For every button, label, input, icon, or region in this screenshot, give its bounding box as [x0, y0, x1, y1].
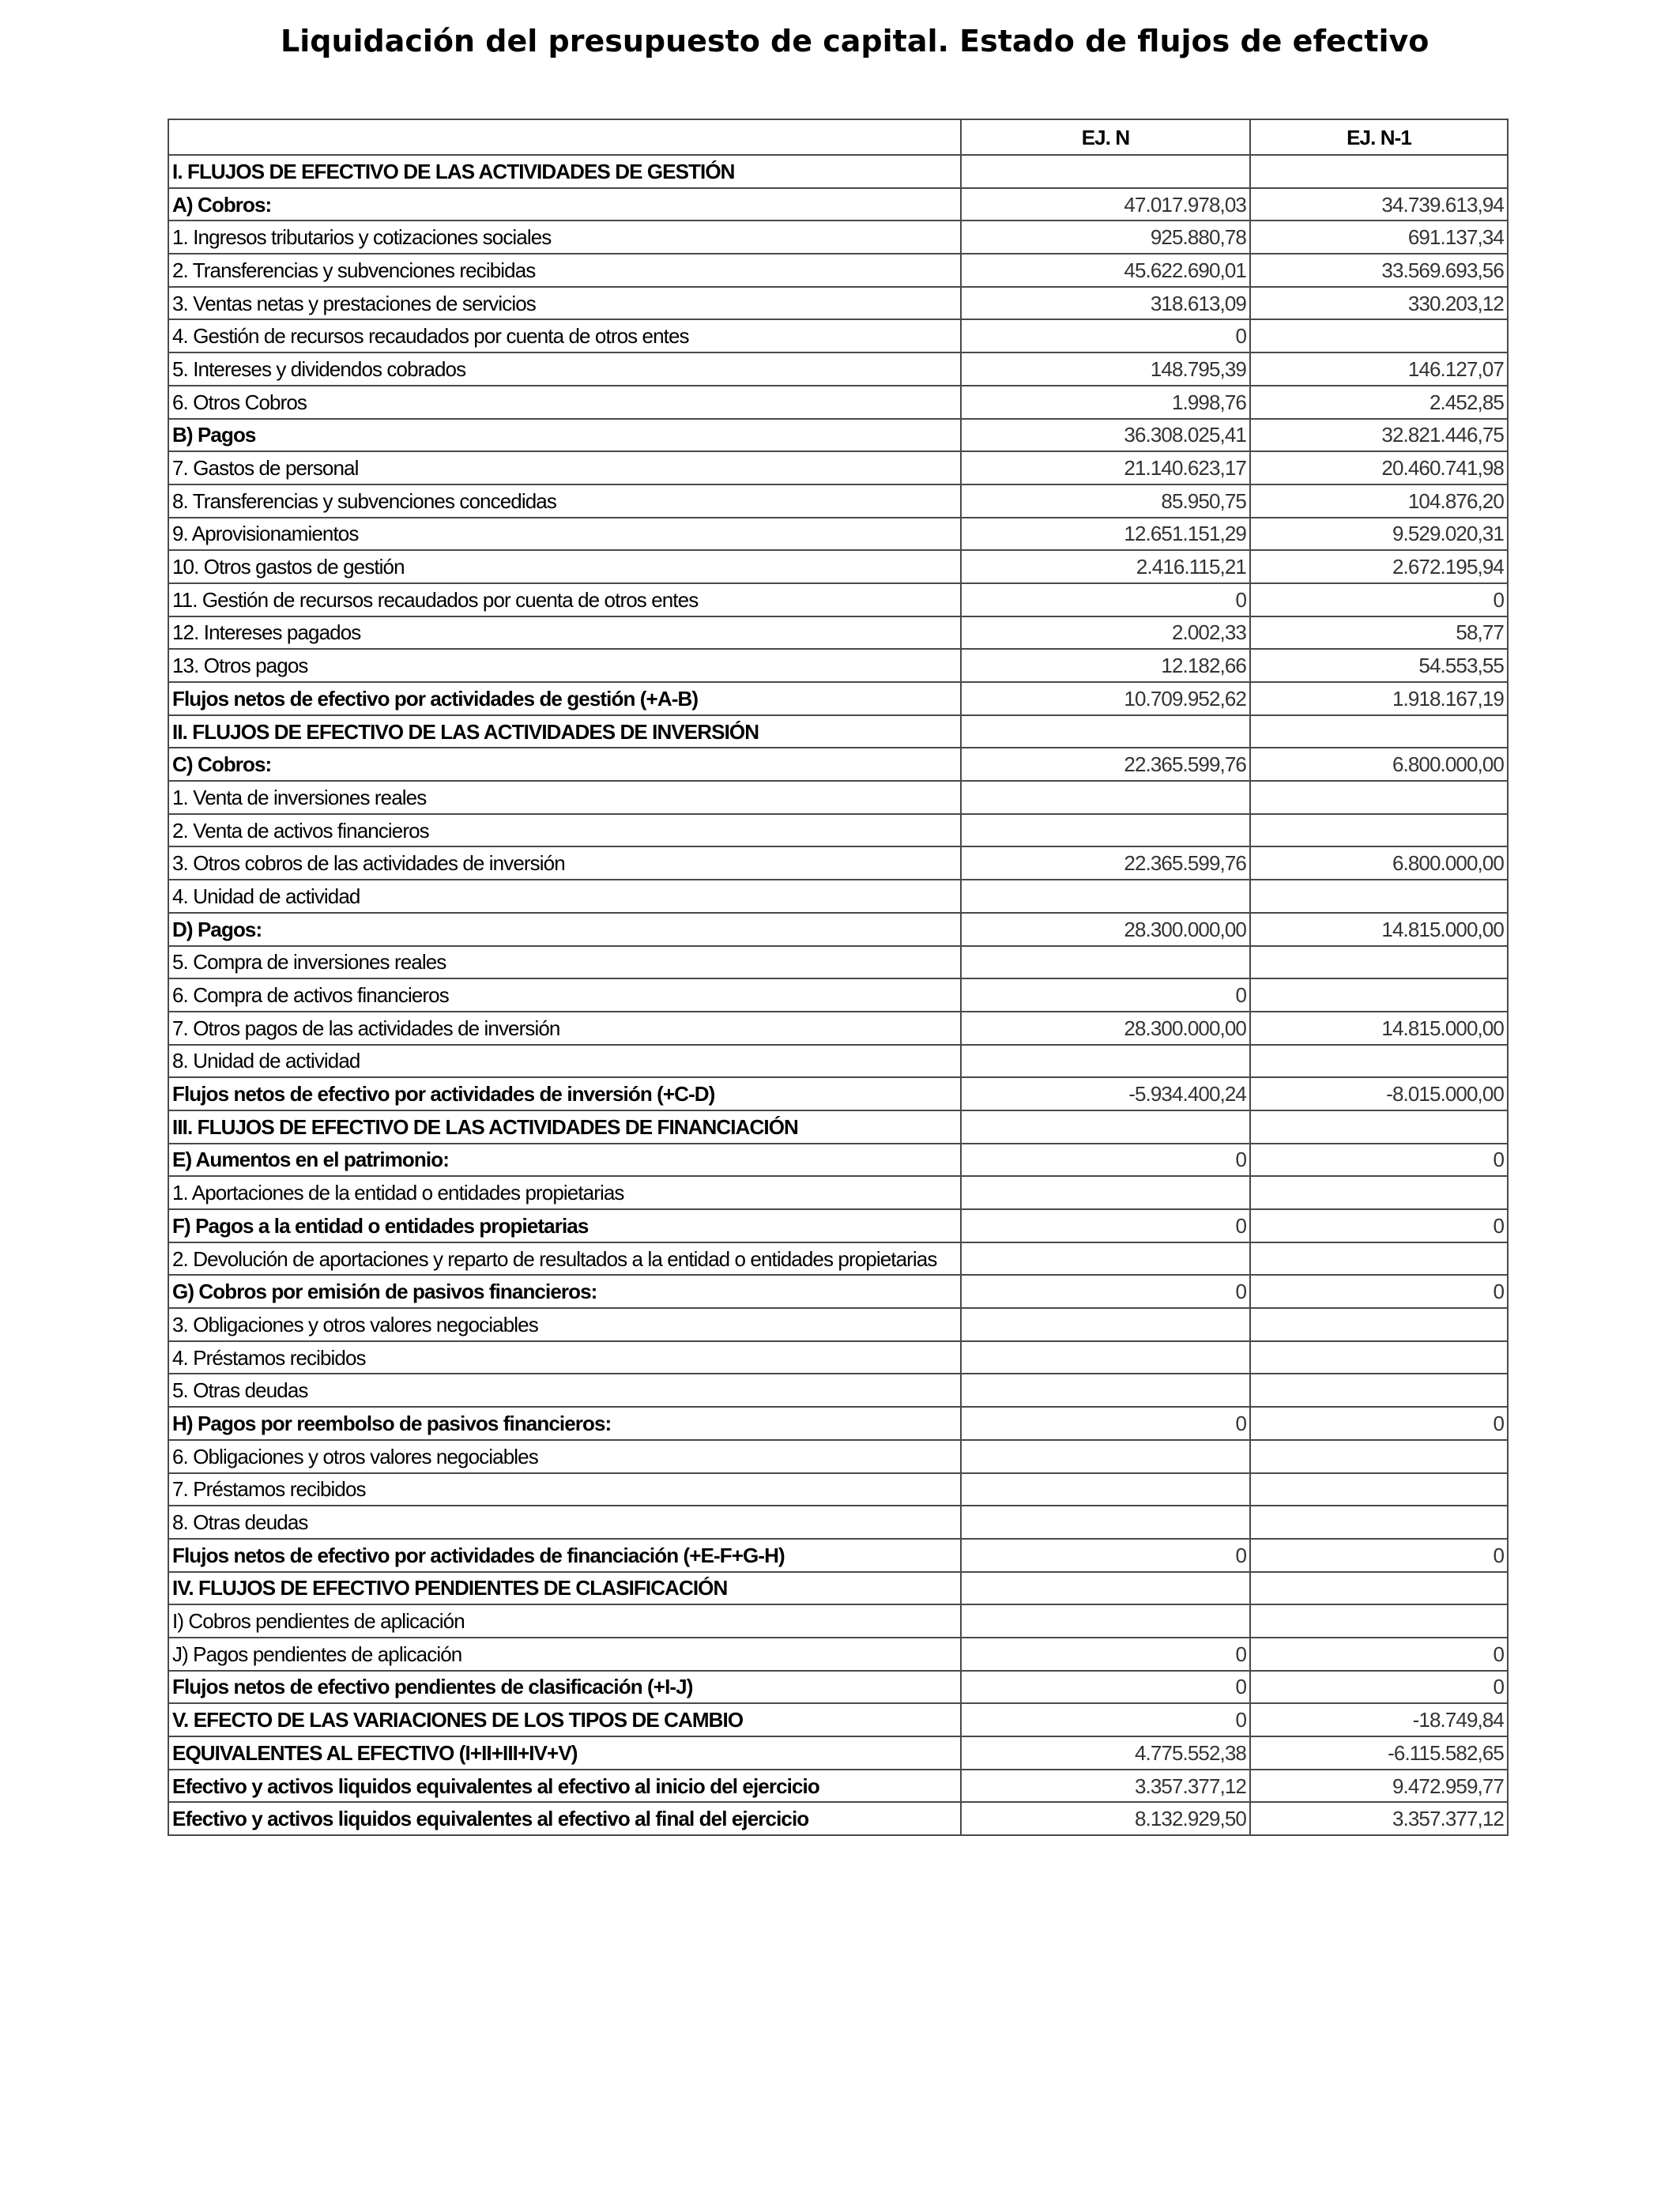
value-ej-n: 148.795,39	[961, 352, 1250, 386]
row-label: 6. Compra de activos financieros	[168, 978, 961, 1012]
table-row	[168, 1012, 1508, 1045]
row-label: D) Pagos:	[168, 913, 961, 946]
row-label: A) Cobros:	[168, 188, 961, 221]
table-row	[168, 1374, 1508, 1407]
value-ej-n-1	[1250, 1506, 1508, 1539]
row-label: 3. Otros cobros de las actividades de inversión	[168, 846, 961, 880]
value-ej-n-1: 9.472.959,77	[1250, 1770, 1508, 1803]
value-ej-n-1: 33.569.693,56	[1250, 254, 1508, 287]
row-label: 1. Ingresos tributarios y cotizaciones sociales	[168, 221, 961, 254]
table-row	[168, 287, 1508, 320]
value-ej-n-1	[1250, 1045, 1508, 1078]
table-row	[168, 1638, 1508, 1671]
row-label: II. FLUJOS DE EFECTIVO DE LAS ACTIVIDADES DE INVERSIÓN	[168, 715, 961, 748]
value-ej-n-1: 0	[1250, 583, 1508, 616]
column-header-ej-n-1: EJ. N-1	[1250, 119, 1508, 155]
value-ej-n-1	[1250, 1572, 1508, 1605]
value-ej-n-1: 3.357.377,12	[1250, 1802, 1508, 1835]
value-ej-n-1	[1250, 814, 1508, 847]
table-row	[168, 1144, 1508, 1177]
value-ej-n	[961, 946, 1250, 979]
value-ej-n-1: 14.815.000,00	[1250, 913, 1508, 946]
value-ej-n-1	[1250, 1473, 1508, 1506]
value-ej-n: 0	[961, 1407, 1250, 1440]
value-ej-n: 1.998,76	[961, 386, 1250, 419]
value-ej-n: 0	[961, 1144, 1250, 1177]
value-ej-n: 36.308.025,41	[961, 419, 1250, 452]
row-label: 3. Obligaciones y otros valores negociables	[168, 1308, 961, 1341]
value-ej-n: 8.132.929,50	[961, 1802, 1250, 1835]
value-ej-n-1: 0	[1250, 1209, 1508, 1242]
row-label: I. FLUJOS DE EFECTIVO DE LAS ACTIVIDADES DE GESTIÓN	[168, 155, 961, 188]
value-ej-n-1: 14.815.000,00	[1250, 1012, 1508, 1045]
value-ej-n: 12.182,66	[961, 649, 1250, 682]
row-label: 5. Compra de inversiones reales	[168, 946, 961, 979]
row-label: 8. Transferencias y subvenciones concedidas	[168, 484, 961, 518]
table-row	[168, 682, 1508, 715]
page-title: Liquidación del presupuesto de capital. Estado de flujos de efectivo	[281, 24, 1430, 58]
value-ej-n-1: 691.137,34	[1250, 221, 1508, 254]
table-row	[168, 748, 1508, 781]
table-row	[168, 946, 1508, 979]
value-ej-n-1: 330.203,12	[1250, 287, 1508, 320]
value-ej-n-1	[1250, 319, 1508, 352]
table-row	[168, 1407, 1508, 1440]
value-ej-n: 22.365.599,76	[961, 748, 1250, 781]
row-label: V. EFECTO DE LAS VARIACIONES DE LOS TIPOS DE CAMBIO	[168, 1703, 961, 1736]
table-row	[168, 1736, 1508, 1770]
value-ej-n: 0	[961, 1638, 1250, 1671]
value-ej-n-1: -6.115.582,65	[1250, 1736, 1508, 1770]
table-row	[168, 1176, 1508, 1209]
value-ej-n-1	[1250, 781, 1508, 814]
value-ej-n-1: 58,77	[1250, 616, 1508, 650]
table-row	[168, 155, 1508, 188]
value-ej-n-1	[1250, 1341, 1508, 1374]
row-label: EQUIVALENTES AL EFECTIVO (I+II+III+IV+V)	[168, 1736, 961, 1770]
table-row	[168, 319, 1508, 352]
row-label: 8. Unidad de actividad	[168, 1045, 961, 1078]
row-label: I) Cobros pendientes de aplicación	[168, 1604, 961, 1638]
value-ej-n-1: 34.739.613,94	[1250, 188, 1508, 221]
value-ej-n	[961, 880, 1250, 913]
value-ej-n-1: 6.800.000,00	[1250, 748, 1508, 781]
value-ej-n-1: 54.553,55	[1250, 649, 1508, 682]
value-ej-n: 318.613,09	[961, 287, 1250, 320]
table-row	[168, 484, 1508, 518]
table-row	[168, 583, 1508, 616]
row-label: 1. Aportaciones de la entidad o entidades propietarias	[168, 1176, 961, 1209]
value-ej-n	[961, 1176, 1250, 1209]
value-ej-n	[961, 1341, 1250, 1374]
table-row	[168, 352, 1508, 386]
value-ej-n: 28.300.000,00	[961, 1012, 1250, 1045]
value-ej-n	[961, 1374, 1250, 1407]
value-ej-n: 22.365.599,76	[961, 846, 1250, 880]
row-label: 9. Aprovisionamientos	[168, 518, 961, 551]
row-label: Flujos netos de efectivo por actividades de financiación (+E-F+G-H)	[168, 1539, 961, 1572]
table-row	[168, 781, 1508, 814]
table-row	[168, 1473, 1508, 1506]
table-row	[168, 846, 1508, 880]
column-header-ej-n: EJ. N	[961, 119, 1250, 155]
row-label: 4. Préstamos recibidos	[168, 1341, 961, 1374]
value-ej-n-1: 2.672.195,94	[1250, 550, 1508, 583]
value-ej-n	[961, 1572, 1250, 1605]
value-ej-n: 45.622.690,01	[961, 254, 1250, 287]
value-ej-n	[961, 1473, 1250, 1506]
value-ej-n: 925.880,78	[961, 221, 1250, 254]
table-body	[168, 155, 1508, 1835]
value-ej-n-1	[1250, 715, 1508, 748]
value-ej-n-1	[1250, 880, 1508, 913]
row-label: 5. Otras deudas	[168, 1374, 961, 1407]
value-ej-n: 85.950,75	[961, 484, 1250, 518]
value-ej-n: 21.140.623,17	[961, 451, 1250, 484]
row-label: 13. Otros pagos	[168, 649, 961, 682]
value-ej-n-1	[1250, 1308, 1508, 1341]
value-ej-n: 28.300.000,00	[961, 913, 1250, 946]
value-ej-n: 0	[961, 1671, 1250, 1704]
value-ej-n-1	[1250, 978, 1508, 1012]
value-ej-n: 0	[961, 583, 1250, 616]
table-row	[168, 386, 1508, 419]
row-label: 2. Devolución de aportaciones y reparto de resultados a la entidad o entidades propietarias	[168, 1242, 961, 1276]
row-label: 2. Transferencias y subvenciones recibidas	[168, 254, 961, 287]
value-ej-n-1: 0	[1250, 1671, 1508, 1704]
value-ej-n	[961, 1604, 1250, 1638]
row-label: H) Pagos por reembolso de pasivos financieros:	[168, 1407, 961, 1440]
value-ej-n-1: 0	[1250, 1407, 1508, 1440]
value-ej-n	[961, 1110, 1250, 1144]
table-row	[168, 1703, 1508, 1736]
row-label: G) Cobros por emisión de pasivos financieros:	[168, 1275, 961, 1308]
table-row	[168, 1308, 1508, 1341]
table-row	[168, 978, 1508, 1012]
value-ej-n-1	[1250, 155, 1508, 188]
value-ej-n	[961, 1045, 1250, 1078]
row-label: Efectivo y activos liquidos equivalentes al efectivo al inicio del ejercicio	[168, 1770, 961, 1803]
row-label: 12. Intereses pagados	[168, 616, 961, 650]
value-ej-n	[961, 1440, 1250, 1473]
table-row	[168, 913, 1508, 946]
value-ej-n: 0	[961, 1209, 1250, 1242]
value-ej-n	[961, 781, 1250, 814]
table-row	[168, 1506, 1508, 1539]
table-row	[168, 1242, 1508, 1276]
value-ej-n-1: 1.918.167,19	[1250, 682, 1508, 715]
value-ej-n: 2.416.115,21	[961, 550, 1250, 583]
table-row	[168, 1770, 1508, 1803]
column-header-label	[168, 119, 961, 155]
row-label: F) Pagos a la entidad o entidades propietarias	[168, 1209, 961, 1242]
row-label: 11. Gestión de recursos recaudados por cuenta de otros entes	[168, 583, 961, 616]
table-row	[168, 451, 1508, 484]
value-ej-n: 2.002,33	[961, 616, 1250, 650]
value-ej-n: 0	[961, 1539, 1250, 1572]
value-ej-n-1: 146.127,07	[1250, 352, 1508, 386]
value-ej-n: 0	[961, 319, 1250, 352]
row-label: B) Pagos	[168, 419, 961, 452]
value-ej-n	[961, 814, 1250, 847]
row-label: 7. Préstamos recibidos	[168, 1473, 961, 1506]
table-row	[168, 814, 1508, 847]
table-row	[168, 1045, 1508, 1078]
row-label: Efectivo y activos liquidos equivalentes al efectivo al final del ejercicio	[168, 1802, 961, 1835]
value-ej-n-1	[1250, 1242, 1508, 1276]
value-ej-n-1: 104.876,20	[1250, 484, 1508, 518]
row-label: III. FLUJOS DE EFECTIVO DE LAS ACTIVIDADES DE FINANCIACIÓN	[168, 1110, 961, 1144]
table-row	[168, 1604, 1508, 1638]
table-row	[168, 518, 1508, 551]
table-row	[168, 550, 1508, 583]
value-ej-n-1: 0	[1250, 1539, 1508, 1572]
table-row	[168, 1209, 1508, 1242]
value-ej-n: 0	[961, 1275, 1250, 1308]
table-row	[168, 419, 1508, 452]
table-row	[168, 221, 1508, 254]
value-ej-n-1: 20.460.741,98	[1250, 451, 1508, 484]
row-label: C) Cobros:	[168, 748, 961, 781]
row-label: IV. FLUJOS DE EFECTIVO PENDIENTES DE CLASIFICACIÓN	[168, 1572, 961, 1605]
row-label: 10. Otros gastos de gestión	[168, 550, 961, 583]
table-row	[168, 1110, 1508, 1144]
value-ej-n-1	[1250, 1176, 1508, 1209]
row-label: 6. Otros Cobros	[168, 386, 961, 419]
value-ej-n: 3.357.377,12	[961, 1770, 1250, 1803]
row-label: Flujos netos de efectivo por actividades de inversión (+C-D)	[168, 1077, 961, 1110]
table-row	[168, 1539, 1508, 1572]
row-label: 4. Unidad de actividad	[168, 880, 961, 913]
table-row	[168, 1077, 1508, 1110]
value-ej-n-1: 32.821.446,75	[1250, 419, 1508, 452]
value-ej-n-1: 0	[1250, 1638, 1508, 1671]
table-row	[168, 1802, 1508, 1835]
row-label: J) Pagos pendientes de aplicación	[168, 1638, 961, 1671]
cash-flow-table	[168, 119, 1509, 1836]
value-ej-n-1	[1250, 1110, 1508, 1144]
table-row	[168, 1275, 1508, 1308]
table-row	[168, 1671, 1508, 1704]
table-row	[168, 649, 1508, 682]
value-ej-n-1	[1250, 946, 1508, 979]
value-ej-n-1: 9.529.020,31	[1250, 518, 1508, 551]
row-label: Flujos netos de efectivo pendientes de clasificación (+I-J)	[168, 1671, 961, 1704]
value-ej-n: 4.775.552,38	[961, 1736, 1250, 1770]
row-label: 5. Intereses y dividendos cobrados	[168, 352, 961, 386]
row-label: 7. Otros pagos de las actividades de inversión	[168, 1012, 961, 1045]
value-ej-n-1: 0	[1250, 1144, 1508, 1177]
value-ej-n: -5.934.400,24	[961, 1077, 1250, 1110]
table-row	[168, 715, 1508, 748]
table-row	[168, 880, 1508, 913]
value-ej-n: 10.709.952,62	[961, 682, 1250, 715]
table-header-row	[168, 119, 1508, 155]
value-ej-n-1: 0	[1250, 1275, 1508, 1308]
row-label: 3. Ventas netas y prestaciones de servicios	[168, 287, 961, 320]
table-row	[168, 616, 1508, 650]
value-ej-n	[961, 715, 1250, 748]
row-label: 6. Obligaciones y otros valores negociables	[168, 1440, 961, 1473]
row-label: Flujos netos de efectivo por actividades de gestión (+A-B)	[168, 682, 961, 715]
row-label: 8. Otras deudas	[168, 1506, 961, 1539]
value-ej-n: 0	[961, 978, 1250, 1012]
row-label: E) Aumentos en el patrimonio:	[168, 1144, 961, 1177]
value-ej-n-1: 6.800.000,00	[1250, 846, 1508, 880]
table-row	[168, 1440, 1508, 1473]
value-ej-n: 47.017.978,03	[961, 188, 1250, 221]
row-label: 7. Gastos de personal	[168, 451, 961, 484]
row-label: 2. Venta de activos financieros	[168, 814, 961, 847]
value-ej-n: 12.651.151,29	[961, 518, 1250, 551]
table-row	[168, 254, 1508, 287]
row-label: 4. Gestión de recursos recaudados por cuenta de otros entes	[168, 319, 961, 352]
value-ej-n-1: 2.452,85	[1250, 386, 1508, 419]
table-row	[168, 188, 1508, 221]
value-ej-n	[961, 155, 1250, 188]
value-ej-n	[961, 1242, 1250, 1276]
value-ej-n-1	[1250, 1604, 1508, 1638]
value-ej-n	[961, 1506, 1250, 1539]
table-row	[168, 1341, 1508, 1374]
value-ej-n-1	[1250, 1440, 1508, 1473]
value-ej-n-1: -18.749,84	[1250, 1703, 1508, 1736]
value-ej-n	[961, 1308, 1250, 1341]
value-ej-n: 0	[961, 1703, 1250, 1736]
table-row	[168, 1572, 1508, 1605]
value-ej-n-1: -8.015.000,00	[1250, 1077, 1508, 1110]
row-label: 1. Venta de inversiones reales	[168, 781, 961, 814]
value-ej-n-1	[1250, 1374, 1508, 1407]
